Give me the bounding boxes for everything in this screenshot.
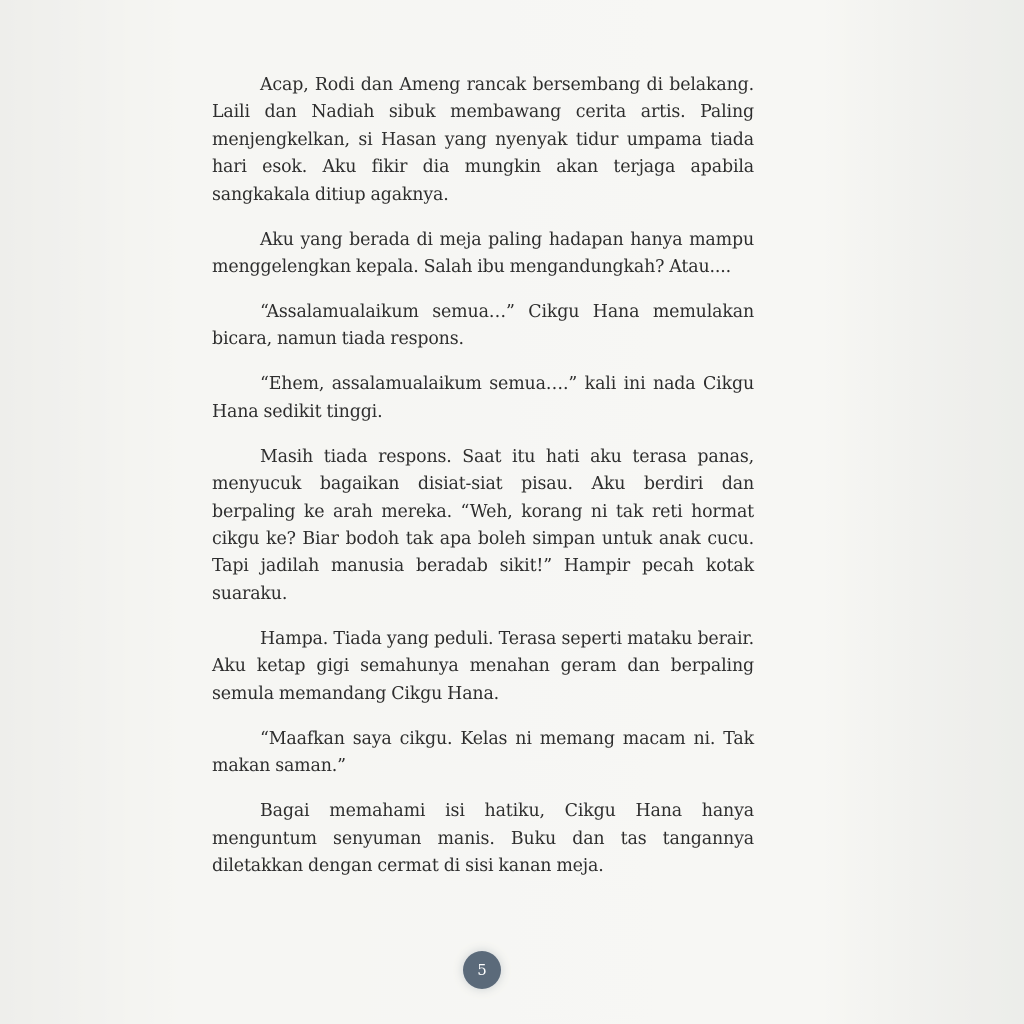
paragraph-1: Acap, Rodi dan Ameng rancak bersembang di belakang. Laili dan Nadiah sibuk membawang cerita artis. Paling menjengkelkan, si Hasan yang nyenyak tidur umpama tiada hari esok. Aku fikir dia mungkin akan terjaga apabila sangkakala ditiup agaknya. (212, 75, 754, 205)
paragraph-6: Hampa. Tiada yang peduli. Terasa seperti mataku berair. Aku ketap gigi semahunya menahan geram dan berpaling semula memandang Cikgu Hana. (212, 628, 754, 704)
paragraph-2: Aku yang berada di meja paling hadapan hanya mampu menggelengkan kepala. Salah ibu mengandungkah? Atau.... (212, 229, 754, 278)
paragraph-7: “Maafkan saya cikgu. Kelas ni memang macam ni. Tak makan saman.” (212, 728, 754, 777)
paragraph-5: Masih tiada respons. Saat itu hati aku terasa panas, menyucuk bagaikan disiat-siat pisau. Aku berdiri dan berpaling ke arah mereka. “Weh, korang ni tak reti hormat cikgu ke? Biar bodoh tak apa boleh simpan untuk anak cucu. Tapi jadilah manusia beradab sikit!” Hampir pecah kotak suaraku. (212, 446, 754, 604)
paragraph-8: Bagai memahami isi hatiku, Cikgu Hana hanya menguntum senyuman manis. Buku dan tas tangannya diletakkan dengan cermat di sisi kanan meja. (212, 801, 754, 876)
paragraph-4: “Ehem, assalamualaikum semua….” kali ini nada Cikgu Hana sedikit tinggi. (212, 374, 754, 422)
page-number: 5 (463, 951, 501, 989)
paragraph-3: “Assalamualaikum semua…” Cikgu Hana memulakan bicara, namun tiada respons. (212, 302, 754, 350)
text-body (212, 72, 754, 898)
